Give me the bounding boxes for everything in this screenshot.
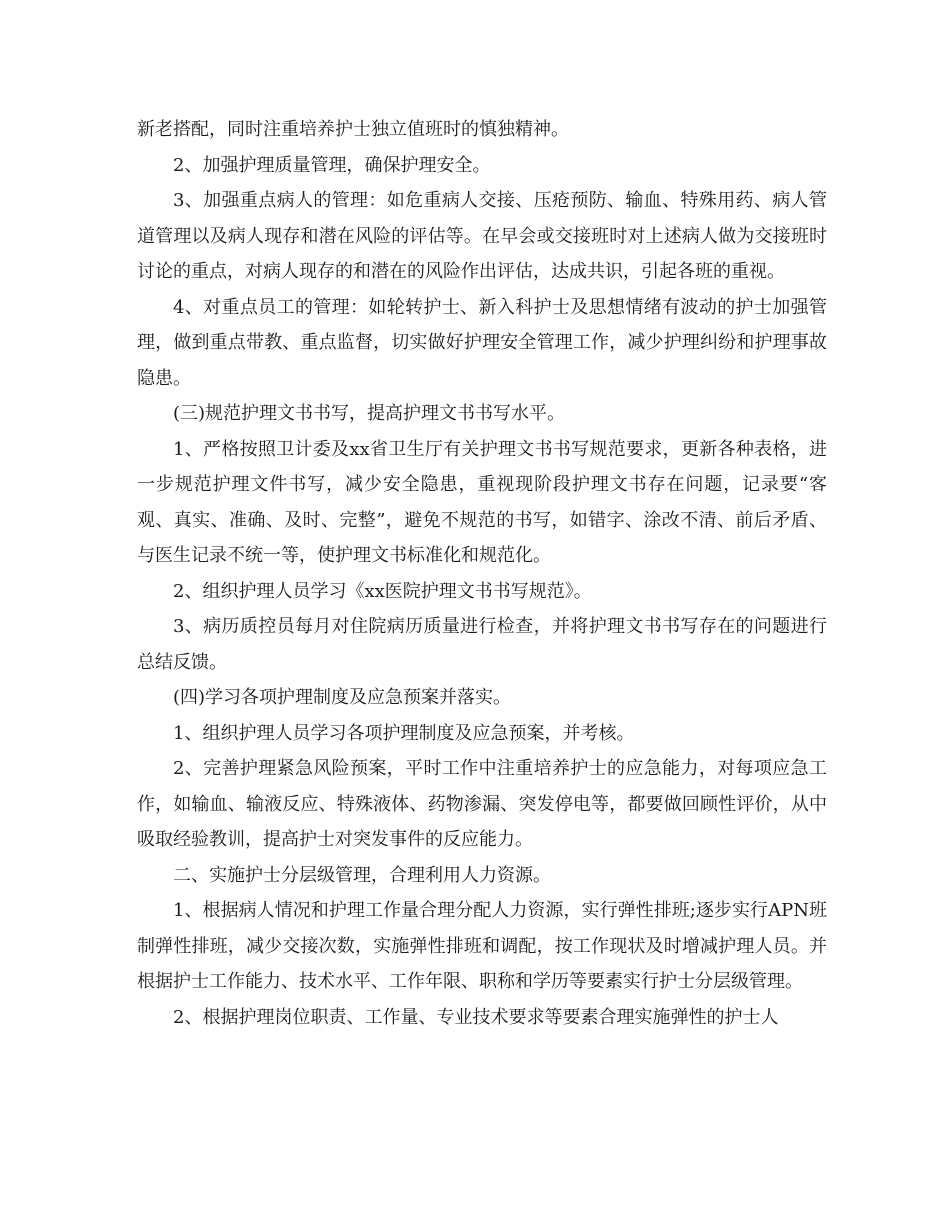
paragraph: 1、严格按照卫计委及xx省卫生厅有关护理文书书写规范要求，更新各种表格，进一步规范护理文件书写，减少安全隐患，重视现阶段护理文书存在问题，记录要“客观、真实、准确、及时、完整”，避免不规范的书写，如错字、涂改不清、前后矛盾、与医生记录不统一等，使护理文书标准化和规范化。 [137, 438, 827, 566]
section-heading: (三)规范护理文书书写，提高护理文书书写水平。 [173, 403, 566, 424]
section-heading: 二、实施护士分层级管理，合理利用人力资源。 [173, 864, 551, 886]
paragraph: 2、组织护理人员学习《xx医院护理文书书写规范》。 [173, 580, 592, 602]
paragraph: 1、根据病人情况和护理工作量合理分配人力资源，实行弹性排班;逐步实行APN班制弹性排班，减少交接次数，实施弹性排班和调配，按工作现状及时增减护理人员。并根据护士工作能力、技术水平、工作年限、职称和学历等要素实行护士分层级管理。 [137, 900, 827, 992]
paragraph: 2、根据护理岗位职责、工作量、专业技术要求等要素合理实施弹性的护士人 [173, 1006, 779, 1028]
paragraph: 2、完善护理紧急风险预案，平时工作中注重培养护士的应急能力，对每项应急工作，如输血、输液反应、特殊液体、药物渗漏、突发停电等，都要做回顾性评价，从中吸取经验教训，提高护士对突发事件的反应能力。 [137, 758, 827, 850]
section-heading: (四)学习各项护理制度及应急预案并落实。 [173, 687, 512, 708]
paragraph: 3、病历质控员每月对住院病历质量进行检查，并将护理文书书写存在的问题进行总结反馈。 [137, 616, 827, 673]
paragraph: 新老搭配，同时注重培养护士独立值班时的慎独精神。 [137, 119, 569, 140]
document-body [137, 112, 827, 1035]
paragraph: 1、组织护理人员学习各项护理制度及应急预案，并考核。 [173, 722, 635, 744]
paragraph: 4、对重点员工的管理：如轮转护士、新入科护士及思想情绪有波动的护士加强管理，做到重点带教、重点监督，切实做好护理安全管理工作，减少护理纠纷和护理事故隐患。 [137, 296, 827, 389]
paragraph: 2、加强护理质量管理，确保护理安全。 [173, 154, 491, 176]
paragraph: 3、加强重点病人的管理：如危重病人交接、压疮预防、输血、特殊用药、病人管道管理以及病人现存和潜在风险的评估等。在早会或交接班时对上述病人做为交接班时讨论的重点，对病人现存的和潜在的风险作出评估，达成共识，引起各班的重视。 [137, 190, 827, 282]
